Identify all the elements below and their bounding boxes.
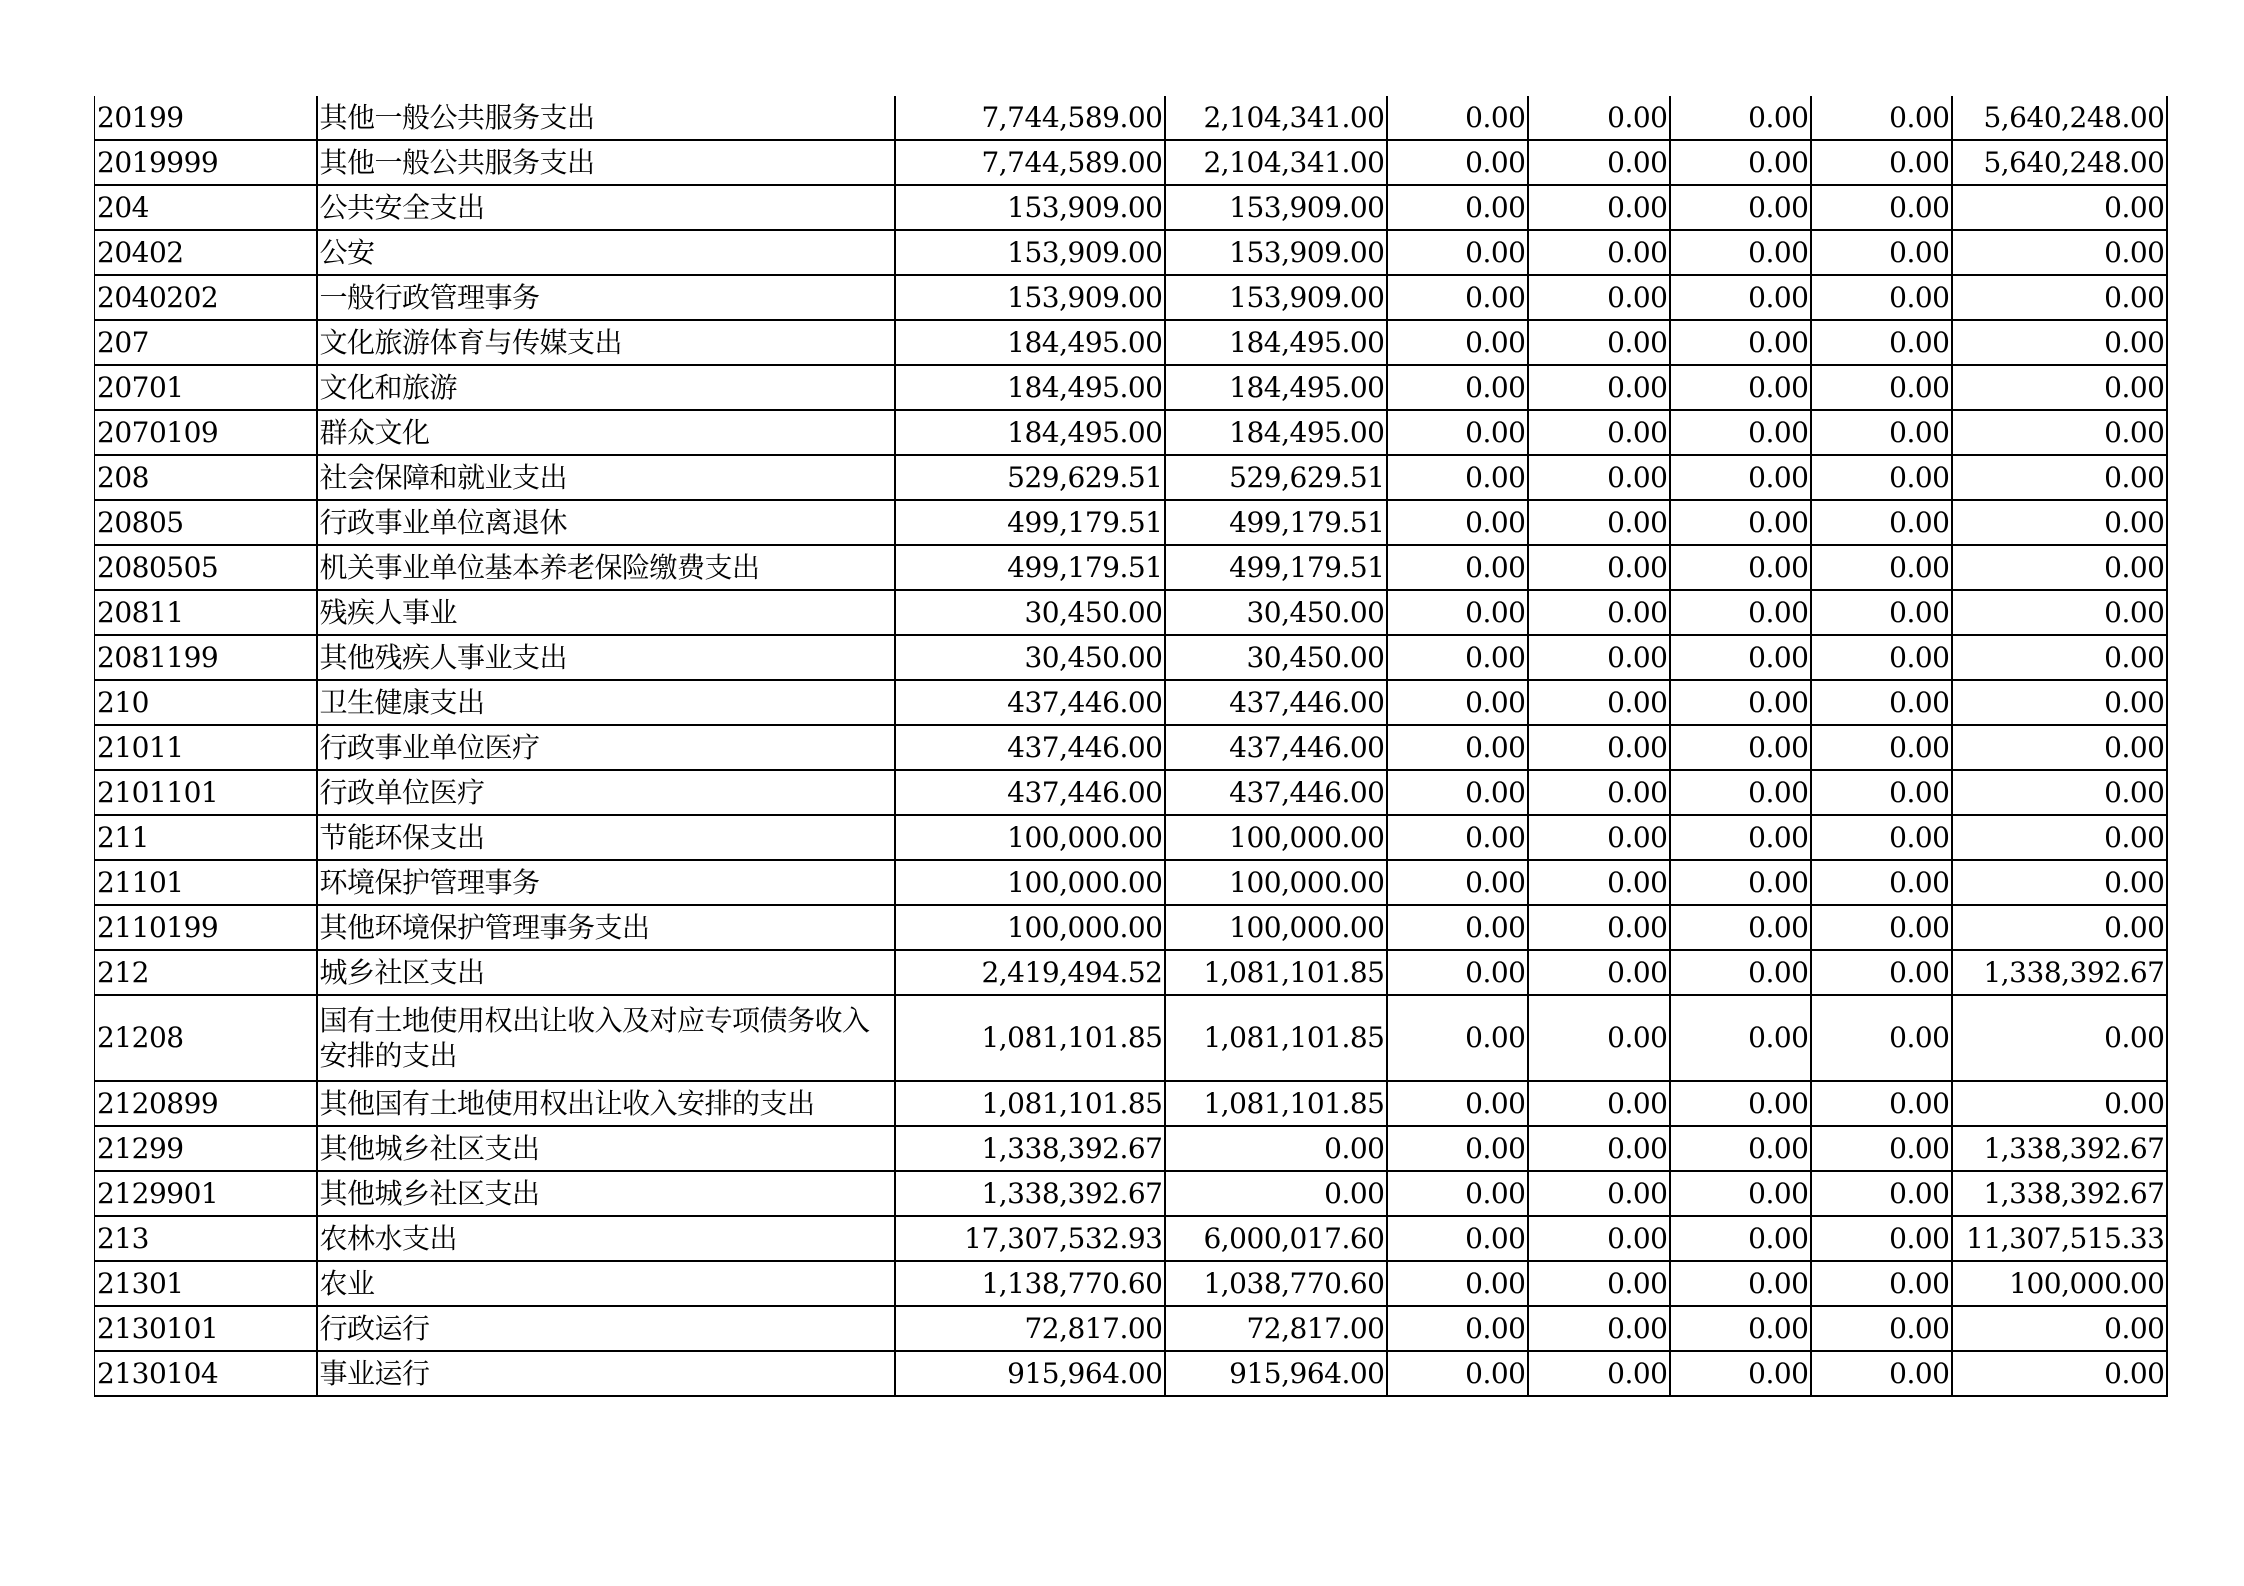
amount-cell: 0.00 — [1387, 500, 1528, 545]
subject-code-cell: 2130101 — [95, 1306, 317, 1351]
amount-cell: 0.00 — [1528, 635, 1670, 680]
amount-cell: 1,338,392.67 — [895, 1126, 1165, 1171]
amount-cell: 0.00 — [1528, 455, 1670, 500]
amount-cell: 0.00 — [1811, 770, 1952, 815]
amount-cell: 0.00 — [1952, 905, 2167, 950]
amount-cell: 0.00 — [1952, 635, 2167, 680]
amount-cell: 0.00 — [1811, 320, 1952, 365]
amount-cell: 0.00 — [1670, 950, 1811, 995]
amount-cell: 2,104,341.00 — [1165, 96, 1387, 140]
amount-cell: 915,964.00 — [1165, 1351, 1387, 1396]
amount-cell: 30,450.00 — [1165, 635, 1387, 680]
amount-cell: 499,179.51 — [895, 500, 1165, 545]
table-row — [95, 1306, 2167, 1351]
table-row — [95, 96, 2167, 140]
subject-code-cell: 204 — [95, 185, 317, 230]
amount-cell: 0.00 — [1670, 680, 1811, 725]
amount-cell: 0.00 — [1952, 860, 2167, 905]
amount-cell: 0.00 — [1387, 140, 1528, 185]
amount-cell: 0.00 — [1952, 185, 2167, 230]
amount-cell: 0.00 — [1670, 410, 1811, 455]
amount-cell: 0.00 — [1528, 410, 1670, 455]
amount-cell: 0.00 — [1811, 680, 1952, 725]
amount-cell: 153,909.00 — [1165, 185, 1387, 230]
subject-code-cell: 2110199 — [95, 905, 317, 950]
table-row — [95, 1216, 2167, 1261]
amount-cell: 1,338,392.67 — [1952, 1171, 2167, 1216]
amount-cell: 0.00 — [1811, 995, 1952, 1081]
amount-cell: 0.00 — [1528, 680, 1670, 725]
subject-name-cell: 卫生健康支出 — [317, 680, 895, 725]
amount-cell: 0.00 — [1387, 545, 1528, 590]
amount-cell: 1,081,101.85 — [1165, 995, 1387, 1081]
amount-cell: 30,450.00 — [1165, 590, 1387, 635]
amount-cell: 0.00 — [1528, 1171, 1670, 1216]
table-row — [95, 635, 2167, 680]
subject-name-cell: 机关事业单位基本养老保险缴费支出 — [317, 545, 895, 590]
amount-cell: 153,909.00 — [1165, 230, 1387, 275]
amount-cell: 0.00 — [1528, 905, 1670, 950]
amount-cell: 0.00 — [1952, 1306, 2167, 1351]
amount-cell: 0.00 — [1952, 1081, 2167, 1126]
amount-cell: 5,640,248.00 — [1952, 140, 2167, 185]
amount-cell: 529,629.51 — [1165, 455, 1387, 500]
amount-cell: 184,495.00 — [1165, 365, 1387, 410]
amount-cell: 0.00 — [1952, 455, 2167, 500]
subject-name-cell: 城乡社区支出 — [317, 950, 895, 995]
amount-cell: 0.00 — [1528, 320, 1670, 365]
table-body — [95, 96, 2167, 1396]
amount-cell: 0.00 — [1165, 1171, 1387, 1216]
subject-name-cell: 残疾人事业 — [317, 590, 895, 635]
amount-cell: 0.00 — [1811, 410, 1952, 455]
amount-cell: 0.00 — [1952, 365, 2167, 410]
amount-cell: 0.00 — [1387, 1216, 1528, 1261]
amount-cell: 0.00 — [1811, 140, 1952, 185]
subject-code-cell: 21101 — [95, 860, 317, 905]
amount-cell: 184,495.00 — [895, 365, 1165, 410]
amount-cell: 1,081,101.85 — [895, 995, 1165, 1081]
amount-cell: 7,744,589.00 — [895, 140, 1165, 185]
amount-cell: 0.00 — [1528, 545, 1670, 590]
amount-cell: 0.00 — [1670, 140, 1811, 185]
amount-cell: 0.00 — [1528, 1216, 1670, 1261]
amount-cell: 0.00 — [1811, 1216, 1952, 1261]
amount-cell: 0.00 — [1811, 1306, 1952, 1351]
amount-cell: 0.00 — [1528, 770, 1670, 815]
table-row — [95, 1081, 2167, 1126]
subject-name-cell: 行政事业单位医疗 — [317, 725, 895, 770]
subject-code-cell: 2130104 — [95, 1351, 317, 1396]
amount-cell: 153,909.00 — [895, 275, 1165, 320]
amount-cell: 437,446.00 — [895, 725, 1165, 770]
subject-code-cell: 213 — [95, 1216, 317, 1261]
table-row — [95, 230, 2167, 275]
subject-code-cell: 21301 — [95, 1261, 317, 1306]
subject-code-cell: 2019999 — [95, 140, 317, 185]
subject-code-cell: 210 — [95, 680, 317, 725]
table-row — [95, 1126, 2167, 1171]
amount-cell: 100,000.00 — [895, 860, 1165, 905]
amount-cell: 0.00 — [1811, 500, 1952, 545]
amount-cell: 100,000.00 — [895, 905, 1165, 950]
amount-cell: 437,446.00 — [1165, 770, 1387, 815]
amount-cell: 0.00 — [1670, 860, 1811, 905]
amount-cell: 0.00 — [1670, 1171, 1811, 1216]
table-row — [95, 860, 2167, 905]
amount-cell: 0.00 — [1528, 1126, 1670, 1171]
amount-cell: 915,964.00 — [895, 1351, 1165, 1396]
subject-code-cell: 20199 — [95, 96, 317, 140]
subject-name-cell: 文化旅游体育与传媒支出 — [317, 320, 895, 365]
amount-cell: 0.00 — [1670, 590, 1811, 635]
subject-name-cell: 其他国有土地使用权出让收入安排的支出 — [317, 1081, 895, 1126]
amount-cell: 6,000,017.60 — [1165, 1216, 1387, 1261]
amount-cell: 153,909.00 — [895, 230, 1165, 275]
amount-cell: 0.00 — [1811, 905, 1952, 950]
amount-cell: 1,038,770.60 — [1165, 1261, 1387, 1306]
amount-cell: 0.00 — [1528, 96, 1670, 140]
subject-name-cell: 事业运行 — [317, 1351, 895, 1396]
subject-name-cell: 环境保护管理事务 — [317, 860, 895, 905]
amount-cell: 72,817.00 — [895, 1306, 1165, 1351]
amount-cell: 0.00 — [1528, 995, 1670, 1081]
amount-cell: 0.00 — [1670, 96, 1811, 140]
table-row — [95, 725, 2167, 770]
subject-code-cell: 2101101 — [95, 770, 317, 815]
subject-code-cell: 20402 — [95, 230, 317, 275]
table-row — [95, 365, 2167, 410]
amount-cell: 0.00 — [1670, 185, 1811, 230]
amount-cell: 7,744,589.00 — [895, 96, 1165, 140]
amount-cell: 0.00 — [1670, 995, 1811, 1081]
table-row — [95, 905, 2167, 950]
amount-cell: 1,338,392.67 — [1952, 950, 2167, 995]
amount-cell: 0.00 — [1528, 1081, 1670, 1126]
subject-name-cell: 其他残疾人事业支出 — [317, 635, 895, 680]
amount-cell: 1,138,770.60 — [895, 1261, 1165, 1306]
amount-cell: 0.00 — [1528, 1261, 1670, 1306]
amount-cell: 0.00 — [1387, 410, 1528, 455]
table-row — [95, 680, 2167, 725]
amount-cell: 0.00 — [1387, 230, 1528, 275]
amount-cell: 100,000.00 — [1952, 1261, 2167, 1306]
amount-cell: 100,000.00 — [1165, 860, 1387, 905]
amount-cell: 184,495.00 — [1165, 410, 1387, 455]
budget-expenditure-table — [94, 96, 2168, 1397]
amount-cell: 529,629.51 — [895, 455, 1165, 500]
table-row — [95, 590, 2167, 635]
subject-name-cell: 文化和旅游 — [317, 365, 895, 410]
amount-cell: 0.00 — [1387, 185, 1528, 230]
amount-cell: 0.00 — [1811, 860, 1952, 905]
amount-cell: 0.00 — [1952, 815, 2167, 860]
amount-cell: 0.00 — [1670, 1216, 1811, 1261]
subject-code-cell: 207 — [95, 320, 317, 365]
table-row — [95, 995, 2167, 1081]
amount-cell: 153,909.00 — [1165, 275, 1387, 320]
amount-cell: 0.00 — [1670, 1351, 1811, 1396]
table-row — [95, 1351, 2167, 1396]
subject-code-cell: 2070109 — [95, 410, 317, 455]
amount-cell: 0.00 — [1387, 905, 1528, 950]
table-row — [95, 770, 2167, 815]
subject-name-cell: 节能环保支出 — [317, 815, 895, 860]
amount-cell: 0.00 — [1811, 1261, 1952, 1306]
subject-name-cell: 群众文化 — [317, 410, 895, 455]
amount-cell: 0.00 — [1811, 725, 1952, 770]
subject-code-cell: 211 — [95, 815, 317, 860]
amount-cell: 0.00 — [1528, 815, 1670, 860]
amount-cell: 0.00 — [1670, 770, 1811, 815]
amount-cell: 0.00 — [1952, 770, 2167, 815]
amount-cell: 0.00 — [1811, 1081, 1952, 1126]
amount-cell: 0.00 — [1670, 365, 1811, 410]
amount-cell: 0.00 — [1811, 96, 1952, 140]
amount-cell: 0.00 — [1952, 320, 2167, 365]
amount-cell: 1,081,101.85 — [1165, 1081, 1387, 1126]
amount-cell: 0.00 — [1811, 275, 1952, 320]
amount-cell: 0.00 — [1811, 1351, 1952, 1396]
amount-cell: 0.00 — [1528, 725, 1670, 770]
amount-cell: 1,338,392.67 — [1952, 1126, 2167, 1171]
amount-cell: 0.00 — [1811, 185, 1952, 230]
subject-code-cell: 2120899 — [95, 1081, 317, 1126]
table-row — [95, 1171, 2167, 1216]
amount-cell: 0.00 — [1165, 1126, 1387, 1171]
amount-cell: 0.00 — [1387, 320, 1528, 365]
subject-name-cell: 国有土地使用权出让收入及对应专项债务收入安排的支出 — [317, 995, 895, 1081]
amount-cell: 0.00 — [1387, 815, 1528, 860]
table-row — [95, 455, 2167, 500]
amount-cell: 2,419,494.52 — [895, 950, 1165, 995]
subject-name-cell: 社会保障和就业支出 — [317, 455, 895, 500]
amount-cell: 11,307,515.33 — [1952, 1216, 2167, 1261]
subject-name-cell: 农业 — [317, 1261, 895, 1306]
amount-cell: 0.00 — [1670, 635, 1811, 680]
amount-cell: 0.00 — [1528, 275, 1670, 320]
subject-name-cell: 行政单位医疗 — [317, 770, 895, 815]
amount-cell: 0.00 — [1387, 1081, 1528, 1126]
subject-name-cell: 其他一般公共服务支出 — [317, 96, 895, 140]
amount-cell: 184,495.00 — [895, 320, 1165, 365]
amount-cell: 0.00 — [1528, 860, 1670, 905]
table-row — [95, 545, 2167, 590]
amount-cell: 0.00 — [1528, 365, 1670, 410]
amount-cell: 0.00 — [1952, 725, 2167, 770]
amount-cell: 0.00 — [1528, 140, 1670, 185]
subject-code-cell: 21208 — [95, 995, 317, 1081]
amount-cell: 0.00 — [1387, 1171, 1528, 1216]
amount-cell: 0.00 — [1387, 1351, 1528, 1396]
amount-cell: 437,446.00 — [1165, 680, 1387, 725]
amount-cell: 17,307,532.93 — [895, 1216, 1165, 1261]
amount-cell: 0.00 — [1670, 230, 1811, 275]
subject-name-cell: 公安 — [317, 230, 895, 275]
amount-cell: 0.00 — [1387, 455, 1528, 500]
amount-cell: 0.00 — [1952, 275, 2167, 320]
amount-cell: 0.00 — [1952, 680, 2167, 725]
amount-cell: 0.00 — [1811, 1171, 1952, 1216]
amount-cell: 0.00 — [1387, 635, 1528, 680]
amount-cell: 0.00 — [1670, 455, 1811, 500]
amount-cell: 0.00 — [1528, 500, 1670, 545]
amount-cell: 0.00 — [1952, 500, 2167, 545]
amount-cell: 437,446.00 — [895, 680, 1165, 725]
amount-cell: 0.00 — [1811, 230, 1952, 275]
amount-cell: 1,081,101.85 — [1165, 950, 1387, 995]
subject-name-cell: 行政运行 — [317, 1306, 895, 1351]
subject-name-cell: 行政事业单位离退休 — [317, 500, 895, 545]
amount-cell: 1,338,392.67 — [895, 1171, 1165, 1216]
table-row — [95, 950, 2167, 995]
subject-code-cell: 2129901 — [95, 1171, 317, 1216]
amount-cell: 0.00 — [1387, 365, 1528, 410]
amount-cell: 0.00 — [1811, 1126, 1952, 1171]
amount-cell: 0.00 — [1811, 950, 1952, 995]
subject-code-cell: 21299 — [95, 1126, 317, 1171]
amount-cell: 0.00 — [1387, 950, 1528, 995]
amount-cell: 30,450.00 — [895, 590, 1165, 635]
table-row — [95, 1261, 2167, 1306]
amount-cell: 437,446.00 — [895, 770, 1165, 815]
amount-cell: 0.00 — [1811, 455, 1952, 500]
subject-code-cell: 20811 — [95, 590, 317, 635]
amount-cell: 72,817.00 — [1165, 1306, 1387, 1351]
amount-cell: 499,179.51 — [1165, 545, 1387, 590]
amount-cell: 0.00 — [1528, 1306, 1670, 1351]
amount-cell: 499,179.51 — [895, 545, 1165, 590]
amount-cell: 0.00 — [1811, 815, 1952, 860]
amount-cell: 0.00 — [1952, 995, 2167, 1081]
amount-cell: 5,640,248.00 — [1952, 96, 2167, 140]
amount-cell: 30,450.00 — [895, 635, 1165, 680]
amount-cell: 0.00 — [1670, 1126, 1811, 1171]
amount-cell: 2,104,341.00 — [1165, 140, 1387, 185]
amount-cell: 0.00 — [1387, 725, 1528, 770]
amount-cell: 0.00 — [1387, 1126, 1528, 1171]
amount-cell: 437,446.00 — [1165, 725, 1387, 770]
table-row — [95, 140, 2167, 185]
table-row — [95, 500, 2167, 545]
amount-cell: 0.00 — [1811, 590, 1952, 635]
subject-code-cell: 20701 — [95, 365, 317, 410]
amount-cell: 0.00 — [1387, 590, 1528, 635]
subject-name-cell: 其他一般公共服务支出 — [317, 140, 895, 185]
amount-cell: 0.00 — [1670, 500, 1811, 545]
amount-cell: 100,000.00 — [1165, 905, 1387, 950]
amount-cell: 0.00 — [1528, 230, 1670, 275]
amount-cell: 0.00 — [1670, 1306, 1811, 1351]
amount-cell: 0.00 — [1387, 1261, 1528, 1306]
subject-code-cell: 20805 — [95, 500, 317, 545]
amount-cell: 0.00 — [1387, 1306, 1528, 1351]
subject-code-cell: 212 — [95, 950, 317, 995]
amount-cell: 100,000.00 — [895, 815, 1165, 860]
amount-cell: 0.00 — [1528, 590, 1670, 635]
amount-cell: 0.00 — [1387, 995, 1528, 1081]
amount-cell: 0.00 — [1387, 96, 1528, 140]
subject-name-cell: 一般行政管理事务 — [317, 275, 895, 320]
amount-cell: 0.00 — [1387, 275, 1528, 320]
amount-cell: 0.00 — [1528, 185, 1670, 230]
amount-cell: 0.00 — [1811, 545, 1952, 590]
amount-cell: 0.00 — [1670, 815, 1811, 860]
amount-cell: 184,495.00 — [1165, 320, 1387, 365]
table-row — [95, 410, 2167, 455]
amount-cell: 0.00 — [1670, 1261, 1811, 1306]
subject-name-cell: 农林水支出 — [317, 1216, 895, 1261]
subject-name-cell: 公共安全支出 — [317, 185, 895, 230]
amount-cell: 0.00 — [1952, 230, 2167, 275]
amount-cell: 0.00 — [1952, 590, 2167, 635]
amount-cell: 0.00 — [1670, 1081, 1811, 1126]
table-row — [95, 815, 2167, 860]
amount-cell: 0.00 — [1952, 545, 2167, 590]
amount-cell: 499,179.51 — [1165, 500, 1387, 545]
subject-name-cell: 其他环境保护管理事务支出 — [317, 905, 895, 950]
subject-name-cell: 其他城乡社区支出 — [317, 1171, 895, 1216]
subject-code-cell: 2081199 — [95, 635, 317, 680]
amount-cell: 0.00 — [1528, 950, 1670, 995]
amount-cell: 0.00 — [1670, 725, 1811, 770]
amount-cell: 0.00 — [1952, 1351, 2167, 1396]
amount-cell: 0.00 — [1670, 275, 1811, 320]
amount-cell: 0.00 — [1811, 635, 1952, 680]
subject-name-cell: 其他城乡社区支出 — [317, 1126, 895, 1171]
subject-code-cell: 208 — [95, 455, 317, 500]
amount-cell: 0.00 — [1387, 680, 1528, 725]
amount-cell: 184,495.00 — [895, 410, 1165, 455]
amount-cell: 0.00 — [1670, 545, 1811, 590]
table-row — [95, 185, 2167, 230]
amount-cell: 0.00 — [1811, 365, 1952, 410]
amount-cell: 0.00 — [1670, 905, 1811, 950]
amount-cell: 0.00 — [1387, 860, 1528, 905]
amount-cell: 0.00 — [1387, 770, 1528, 815]
subject-code-cell: 21011 — [95, 725, 317, 770]
subject-code-cell: 2040202 — [95, 275, 317, 320]
table-row — [95, 275, 2167, 320]
amount-cell: 1,081,101.85 — [895, 1081, 1165, 1126]
amount-cell: 0.00 — [1528, 1351, 1670, 1396]
amount-cell: 100,000.00 — [1165, 815, 1387, 860]
amount-cell: 153,909.00 — [895, 185, 1165, 230]
amount-cell: 0.00 — [1670, 320, 1811, 365]
table-row — [95, 320, 2167, 365]
amount-cell: 0.00 — [1952, 410, 2167, 455]
subject-code-cell: 2080505 — [95, 545, 317, 590]
